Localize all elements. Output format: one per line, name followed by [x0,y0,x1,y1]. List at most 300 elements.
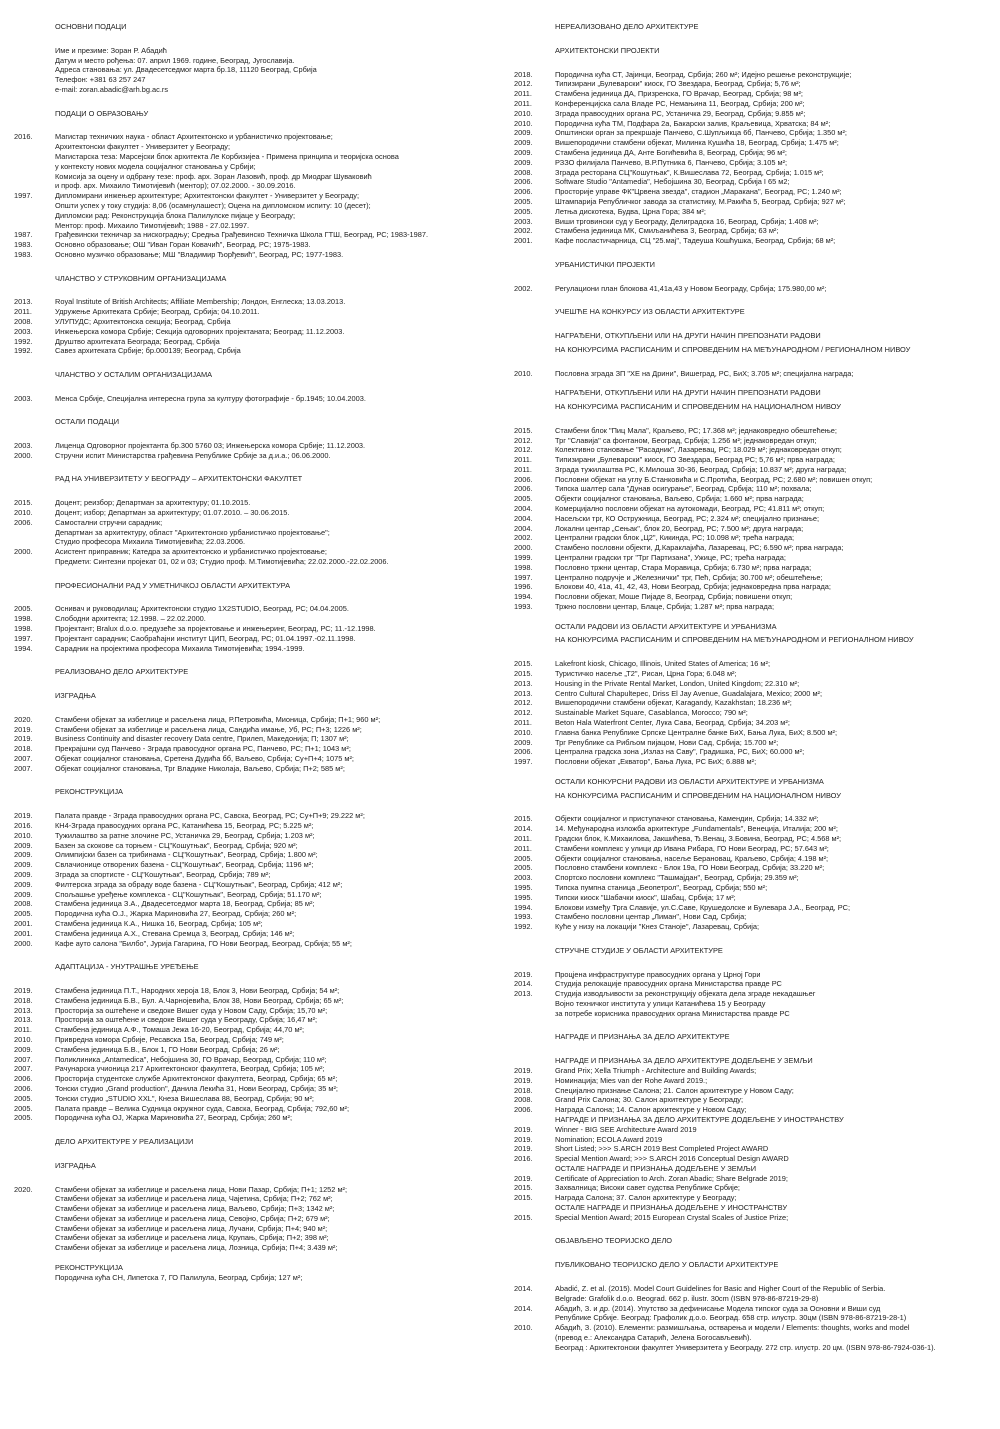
entry-text: Special Mention Award; >>> S.ARCH 2016 Conceptual Design AWARD [555,1154,789,1164]
entry-row [14,1263,480,1273]
entry-text: РЕКОНСТРУКЦИЈА [55,1262,123,1272]
entry-year: 2011. [514,89,532,99]
entry-text: Магистарска теза: Марсејски блок архитекта Ле Корбизијеа - Примена принципа и теоријска основа [55,151,399,161]
entry-year: 2005. [514,853,533,863]
entry-text: Стамбени објекат за избеглице и расељена лица, Р.Петровића, Мионица, Србија; П+1; 960 м²; [55,714,381,724]
entry-row [14,317,480,327]
entry-row [14,191,480,201]
entry-text: РЗЗО филијала Панчево, В.Р.Путника 6, Панчево, Србија; 3.105 м²; [555,157,788,167]
entry-year: 2019. [14,734,33,744]
entry-row [514,494,992,504]
entry-year [514,331,555,341]
entry-text: Стамбено пословни центар „Лиман", Нови Сад, Србија; [555,912,747,922]
entry-row [14,201,480,211]
entry-text: Спољашње уређење комплекса - СЦ"Кошутњак", Београд, Србија; 51.170 м²; [55,889,322,899]
entry-year: 2002. [514,226,533,236]
entry-year: 1992. [14,336,33,346]
entry-text: Општински орган за прекршаје Панчево, С.Шупљикца 6б, Панчево, Србија; 1.350 м²; [555,128,847,138]
spacer [514,1223,992,1233]
entry-year: 2011. [14,307,32,317]
entry-text: Стамбени објекат за избеглице и расељена лица, Чајетина, Србија; П+2; 762 м²; [55,1194,333,1204]
entry-row [514,1086,992,1096]
entry-year: 2013. [14,1005,33,1015]
entry-text: Пословни објекат „Екватор", Бања Лука, РС БиХ; 6.888 м²; [555,757,757,767]
entry-row [14,441,480,451]
entry-year: 1993. [514,602,533,612]
entry-row [14,46,480,56]
entry-text: Стамбени објекат за избеглице и расељена лица, Лозница, Србија; П+4; 3.439 м²; [55,1243,338,1253]
spacer [14,404,480,414]
entry-text: Стамбени објекат за избеглице и расељена лица, Лучани, Србија; П+4; 940 м²; [55,1223,328,1233]
entry-row [514,168,992,178]
entry-year: 2001. [514,236,533,246]
entry-year: 2012. [514,445,533,455]
entry-year: 2010. [14,1034,33,1044]
entry-year: 2018. [14,995,33,1005]
entry-text: Стамбена јединица П.Т., Народних хероја 18, Блок 3, Нови Београд, Србија; 54 м²; [55,985,340,995]
entry-text: Грађевински техничар за нискоградњу; Средња Грађевинско Техничка Школа ГТШ, Београд, РС; 1983-1987. [55,230,429,240]
entry-row [514,814,992,824]
entry-year: 2015. [514,814,533,824]
entry-text: Типизирани „Булеварски" киоск, ГО Звездара, Београд РС; 5,76 м²; прва награда; [555,455,835,465]
entry-year: 2013. [514,989,533,999]
entry-row [514,728,992,738]
entry-year [14,528,55,538]
entry-year: 1997. [514,757,533,767]
entry-row [514,854,992,864]
entry-text: Спортско пословни комплекс "Ташмајдан", Београд, Србија; 29.359 м²; [555,873,799,883]
spacer [514,378,992,388]
entry-year: 1999. [514,553,533,563]
entry-row [514,177,992,187]
entry-row [14,939,480,949]
entry-year [514,1313,555,1323]
entry-row [14,634,480,644]
entry-text: Палата правде - Зграда правосудних органа РС, Савска, Београд, РС; Су+П+9; 29.222 м²; [55,811,365,821]
entry-text: Стручни испит Министарства грађевина Републике Србије за д.и.а.; 06.06.2000. [55,450,331,460]
entry-text: Certificate of Appreciation to Arch. Zoran Abadic; Share Belgrade 2019; [555,1173,788,1183]
entry-text: Поликлиника „Antamedica", Небојшина 30, ГО Врачар, Београд, Србија; 110 м²; [55,1054,327,1064]
entry-year: 2009. [14,879,33,889]
spacer [14,95,480,105]
entry-text: Комисија за оцену и одбрану тезе: проф. арх. Зоран Лазовић, проф. др Миодраг Шуваковић [55,171,372,181]
entry-text: Доцент; избор; Департман за архитектуру; 01.07.2010. – 30.06.2015. [55,508,290,518]
entry-row [514,1313,992,1323]
entry-text: Куће у низу на локацији "Кнез Станоје", Лазаревац, Србија; [555,922,760,932]
entry-year [14,211,55,221]
section-heading: ПРОФЕСИОНАЛНИ РАД У УМЕТНИЧКОЈ ОБЛАСТИ АРХИТЕКТУРА [55,580,291,590]
entry-row [514,128,992,138]
entry-row [514,436,992,446]
entry-row [514,903,992,913]
entry-row [514,708,992,718]
entry-text: Тонски студио „STUDIO XXL", Кнеза Вишеслава 88, Београд, Србија; 90 м²; [55,1093,314,1103]
entry-year [14,1273,55,1283]
entry-text: Друштво архитеката Београда; Београд, Србија [55,336,220,346]
entry-row [514,873,992,883]
section-heading: НА КОНКУРСИМА РАСПИСАНИМ И СПРОВЕДЕНИМ НА НАЦИОНАЛНОМ НИВОУ [555,401,841,411]
spacer [514,767,992,777]
entry-row [14,152,480,162]
entry-row [14,75,480,85]
entry-year: 2004. [514,523,533,533]
entry-text: Пројектант; Bralux d.o.o. предузеће за пројектовање и инжењеринг, Београд, РС; 11.-12.1998. [55,624,376,634]
entry-year: 2018. [514,1085,533,1095]
entry-row [14,909,480,919]
entry-row [14,841,480,851]
entry-year: 2004. [514,504,533,514]
entry-text: Породична кућа СН, Липетска 7, ГО Палилула, Београд, Србија; 127 м²; [55,1272,303,1282]
entry-text: Типски киоск "Шабачки киоск", Шабац, Србија; 17 м²; [555,892,736,902]
entry-text: Асистент приправник; Катедра за архитектонско и урбанистичко пројектовање; [55,547,327,557]
entry-year: 2011. [514,455,532,465]
entry-year [514,1056,555,1066]
entry-row [514,1154,992,1164]
entry-row [14,860,480,870]
entry-row [514,659,992,669]
spacer [14,948,480,958]
entry-year: 2012. [514,435,533,445]
entry-text: НАГРАЂЕНИ, ОТКУПЉЕНИ ИЛИ НА ДРУГИ НАЧИН ПРЕПОЗНАТИ РАДОВИ [555,388,821,398]
entry-text: Belgrade: Grafolik d.o.o. Beograd. 662 p. ilustr. 30cm (ISBN 978-86-87219-29-8) [555,1293,819,1303]
entry-row [14,996,480,1006]
entry-row [14,537,480,547]
entry-text: Централни градски трг "Трг Партизана", Ужице, РС; трећа награда; [555,553,786,563]
entry-row [14,1194,480,1204]
entry-year: 2019. [514,1065,533,1075]
entry-row [14,644,480,654]
entry-row [514,79,992,89]
entry-year [14,221,55,231]
entry-row [14,1214,480,1224]
entry-row [14,211,480,221]
entry-year [14,46,55,56]
entry-row [514,369,992,379]
entry-text: Локални центар „Сењак", блок 20, Београд, РС; 7.500 м²; друга награда; [555,523,804,533]
entry-row [14,1185,480,1195]
entry-text: Блокови између Трга Славије, ул.С.Саве, Крушедолске и Булевара J.A., Београд, РС; [555,902,851,912]
entry-year: 2015. [514,1212,533,1222]
entry-year [14,1263,55,1273]
entry-text: Software Studio "Antamedia", Небојшина 30, Београд, Србија I 65 м2; [555,177,790,187]
entry-text: Стамбена јединица К.А., Нишка 16, Београд, Србија; 105 м²; [55,918,263,928]
entry-row [14,557,480,567]
entry-row [14,1045,480,1055]
entry-year: 1995. [514,882,533,892]
entry-text: Адреса становања: ул. Двадесетседмог марта бр.18, 11120 Београд, Србија [55,65,317,75]
entry-year: 2018. [514,69,533,79]
entry-row [514,970,992,980]
entry-row [14,65,480,75]
entry-row [514,119,992,129]
entry-year [14,152,55,162]
entry-year: 1983. [14,240,33,250]
entry-year: 2000. [14,938,33,948]
entry-year: 2009. [14,869,33,879]
entry-year: 1997. [514,572,533,582]
entry-year [14,1204,55,1214]
spacer [14,356,480,366]
entry-text: Објекат социјалног становања, Трг Владике Николаја, Ваљево, Србија; П+2; 585 м²; [55,763,345,773]
entry-year: 2019. [14,985,33,995]
entry-year: 2002. [514,283,533,293]
entry-year: 2009. [514,157,533,167]
entry-row [14,250,480,260]
entry-year: 1992. [514,922,533,932]
entry-year: 2010. [14,508,33,518]
entry-year: 2005. [14,1113,33,1123]
entry-row [514,1213,992,1223]
entry-row [514,543,992,553]
entry-text: Београд : Архитектонски факултет Универзитета у Београду. 272 стр. илустр. 20 цм. (ISBN 978-86-7924-036-1). [555,1342,936,1352]
entry-row [514,99,992,109]
entry-year: 2005. [514,196,533,206]
entry-text: Инжењерска комора Србије; Секција одговорних пројектаната; Београд; 11.12.2003. [55,326,345,336]
entry-row [14,1233,480,1243]
entry-year: 2008. [514,167,533,177]
entry-year: 2006. [514,747,533,757]
entry-text: Зграда ресторана СЦ"Кошутњак", К.Вишеслава 72, Београд, Србија; 1.015 м²; [555,167,824,177]
entry-row [514,592,992,602]
entry-text: Зграда тужилаштва РС, К.Милоша 30-36, Београд, Србија; 10.837 м²; друга награда; [555,464,847,474]
entry-text: Слободни архитекта; 12.1998. – 22.02.2000. [55,614,206,624]
entry-year: 2019. [514,1075,533,1085]
entry-year: 2010. [514,727,533,737]
entry-year: 1994. [14,643,33,653]
entry-row [14,518,480,528]
section-heading: УЧЕШЋЕ НА КОНКУРСУ ИЗ ОБЛАСТИ АРХИТЕКТУРЕ [555,307,745,317]
entry-row [514,1115,992,1125]
entry-year: 1994. [514,902,533,912]
entry-row [514,912,992,922]
entry-text: Студија релокације правосудних органа Министарства правде РС [555,979,782,989]
entry-row [514,1294,992,1304]
entry-year: 2004. [514,513,533,523]
entry-year: 1997. [14,633,33,643]
entry-year: 2015. [514,659,533,669]
entry-row [514,109,992,119]
entry-row [514,1066,992,1076]
entry-row [14,230,480,240]
entry-text: Штампарија Републичког завода за статистику, М.Ракића 5, Београд, Србија; 927 м²; [555,196,846,206]
entry-text: Housing in the Private Rental Market, London, United Kingdom; 22.310 м²; [555,678,800,688]
entry-row [514,1323,992,1333]
section-heading: АДАПТАЦИЈА - УНУТРАШЊЕ УРЕЂЕЊЕ [55,962,199,972]
entry-row [514,1135,992,1145]
entry-text: Зграда за спортисте - СЦ"Кошутњак", Београд, Србија; 789 м²; [55,869,271,879]
entry-row [514,718,992,728]
entry-year: 2006. [514,187,533,197]
entry-year: 1996. [514,582,533,592]
spacer [14,461,480,471]
entry-text: Пословно тржни центар, Стара Моравица, Србија; 6.730 м²; прва награда; [555,562,812,572]
entry-row [14,624,480,634]
entry-year: 2008. [14,899,33,909]
entry-text: Доцент; реизбор; Департман за архитектуру; 01.10.2015. [55,498,251,508]
spacer [14,653,480,663]
entry-row [514,236,992,246]
entry-row [14,1015,480,1025]
entry-text: Централни градски блок „Ц2", Кикинда, РС; 10.098 м²; трећа награда; [555,533,795,543]
entry-text: Business Continuity and disaster recovery Data centre, Прилеп, Македонија; П; 1307 м²; [55,734,349,744]
entry-text: Специјално признање Салона; 21. Салон архитектуре у Новом Саду; [555,1085,794,1095]
spacer [14,774,480,784]
entry-row [14,899,480,909]
entry-year: 2003. [514,873,533,883]
entry-text: Grand Prix; Xella Triumph - Architecture and Building Awards; [555,1065,757,1075]
entry-year: 2009. [514,128,533,138]
entry-row [14,764,480,774]
entry-text: Пословни објекат на углу Б.Станковића и С.Протића, Београд, РС; 2.680 м²; повишен откуп; [555,474,873,484]
entry-year [514,1294,555,1304]
entry-year: 2006. [14,1083,33,1093]
entry-text: Дипломски рад: Реконструкција блока Палилулске пијаце у Београду; [55,210,296,220]
entry-row [14,870,480,880]
entry-year: 2019. [514,1173,533,1183]
entry-text: ОСТАЛЕ НАГРАДЕ И ПРИЗНАЊА ДОДЕЉЕНЕ У ИНОСТРАНСТВУ [555,1203,788,1213]
spacer [14,567,480,577]
entry-year: 2016. [514,1154,533,1164]
entry-text: Стамбени објекат за избеглице и расељена лица, Ваљево, Србија; П+3; 1342 м²; [55,1204,335,1214]
entry-text: Удружење Архитеката Србије; Београд, Србија; 04.10.2011. [55,307,260,317]
entry-text: Породична кућа О.Ј., Жарка Мариновића 27, Београд, Србија; 260 м²; [55,909,297,919]
entry-text: Породична кућа СТ, Јајинци, Београд, Србија; 260 м²; Идејно решење реконструкције; [555,69,852,79]
entry-row [14,831,480,841]
entry-year: 1998. [514,562,533,572]
entry-row [14,297,480,307]
entry-year: 2007. [14,1054,33,1064]
entry-text: Абадић, З. и др. (2014). Упутство за дефинисање Модела типског суда за Основни и Виши суд [555,1303,881,1313]
entry-year: 2014. [514,824,533,834]
entry-row [514,1125,992,1135]
entry-row [14,604,480,614]
entry-text: Објекат социјалног становања, Сретена Дудића бб, Ваљево, Србија; Су+П+4; 1075 м²; [55,754,354,764]
entry-row [514,533,992,543]
entry-row [14,1104,480,1114]
entry-row [14,1084,480,1094]
entry-text: Централна градска зона „Излаз на Саву", Градишка, РС, БиХ; 60.000 м²; [555,747,805,757]
entry-text: Основно музичко образовање; МШ "Владимир Ђорђевић", Београд, РС; 1977-1983. [55,249,344,259]
entry-year: 2015. [14,498,33,508]
entry-text: Centro Cultural Chapultepec, Driss El Jay Avenue, Guadalajara, Mexico; 2000 м²; [555,688,823,698]
entry-text: Телефон: +381 63 257 247 [55,75,146,85]
entry-text: Стамбени блок "Пиц Мала", Краљево, РС; 17.368 м²; једнаковредно обештећење; [555,425,837,435]
entry-year: 2005. [14,1103,33,1113]
entry-text: Департман за архитектуру, област "Архитектонско урбанистичко пројектовање"; [55,527,330,537]
entry-text: Име и презиме: Зоран Р. Абадић [55,45,167,55]
entry-row [514,989,992,999]
entry-row [514,1333,992,1343]
entry-text: Конференцијска сала Владе РС, Немањина 11, Београд, Србија; 200 м²; [555,98,805,108]
entry-year: 2006. [514,177,533,187]
entry-year [14,65,55,75]
entry-text: Свлачионице отворених базена - СЦ"Кошутњак", Београд, Србија; 1196 м²; [55,860,314,870]
spacer [14,1253,480,1263]
entry-text: Пословно стамбени комплекс - Блок 19а, ГО Нови Београд, Србија; 33.220 м²; [555,863,825,873]
entry-row [14,1243,480,1253]
entry-text: Привредна комора Србије, Ресавска 15а, Београд, Србија; 749 м²; [55,1034,284,1044]
entry-text: Оснивач и руководилац; Архитектонски студио 1X2STUDIO, Београд, РС; 04.04.2005. [55,604,349,614]
entry-text: Градски блок, К.Михаилова, Јакшићева, Ђ.Венац, З.Бовина, Београд, РС; 4.568 м²; [555,833,842,843]
entry-row [14,1064,480,1074]
entry-text: Стамбена јединица Б.В., Блок 1, ГО Нови Београд, Србија; 26 м²; [55,1044,280,1054]
entry-text: Grand Prix Салона; 30. Салон архитектуре у Београду; [555,1095,744,1105]
entry-text: НАГРАДЕ И ПРИЗНАЊА ЗА ДЕЛО АРХИТЕКТУРЕ ДОДЕЉЕНЕ У ИНОСТРАНСТВУ [555,1114,844,1124]
entry-year: 2018. [14,744,33,754]
entry-text: Special Mention Award; 2015 European Crystal Scales of Justice Prize; [555,1212,789,1222]
entry-year: 2007. [14,763,33,773]
entry-text: Стамбени објекат за избеглице и расељена лица, Сандића имање, Уб, РС; П+3; 1226 м²; [55,724,362,734]
entry-row [514,504,992,514]
entry-row [514,669,992,679]
entry-row [14,327,480,337]
entry-year [14,537,55,547]
entry-year: 2011. [514,98,532,108]
entry-year [14,1233,55,1243]
entry-text: Олимпијски базен са трибинама - СЦ"Кошутњак", Београд, Србија; 1.800 м²; [55,850,318,860]
entry-row [514,284,992,294]
entry-text: Палата правде – Велика Судница окружног суда, Савска, Београд, Србија; 792,60 м²; [55,1103,350,1113]
entry-text: ОСТАЛЕ НАГРАДЕ И ПРИЗНАЊА ДОДЕЉЕНЕ У ЗЕМЉИ [555,1163,757,1173]
entry-year: 2008. [514,1095,533,1105]
entry-text: Студија изводљивости за реконструкцију објеката дела зграде некадашњег [555,989,816,999]
entry-row [514,148,992,158]
entry-text: Sustainable Market Square, Casablanca, Morocco; 790 м²; [555,708,748,718]
entry-text: Стамбена јединица ДА, Призренска, ГО Врачар, Београд, Србија; 98 м²; [555,89,803,99]
entry-row [14,744,480,754]
entry-year: 2014. [514,979,533,989]
entry-year: 2003. [14,326,33,336]
entry-text: Објекти социјалног становања, насеље Берановац, Краљево, Србија; 4.198 м²; [555,853,829,863]
entry-row [14,734,480,744]
entry-text: Туристичко насеље „Т2", Рисан, Црна Гора; 6.048 м²; [555,669,737,679]
entry-text: Рачунарска учионица 217 Архитектонског факултета, Београд, Србија; 105 м²; [55,1064,325,1074]
entry-row [514,187,992,197]
entry-text: Тржно пословни центар, Блаце, Србија; 1.287 м²; прва награда; [555,602,774,612]
entry-row [514,484,992,494]
entry-year [514,999,555,1009]
entry-text: Виши трговински суд у Београду, Делиградска 16, Београд, Србија; 1.408 м²; [555,216,819,226]
entry-year: 2012. [514,698,533,708]
entry-row [514,331,992,341]
entry-year: 2006. [14,1074,33,1084]
entry-text: ОСТАЛИ КОНКУРСНИ РАДОВИ ИЗ ОБЛАСТИ АРХИТЕКТУРЕ И УРБАНИЗМА [555,776,824,786]
entry-year [14,1243,55,1253]
entry-row [514,475,992,485]
entry-year: 2019. [14,811,33,821]
entry-year [514,1203,555,1213]
entry-row [14,498,480,508]
entry-text: Ментор: проф. Михаило Тимотијевић; 1988 - 27.02.1997. [55,220,250,230]
entry-row [514,388,992,398]
entry-year: 2010. [514,1323,533,1333]
section-heading: НАГРАДЕ И ПРИЗНАЊА ЗА ДЕЛО АРХИТЕКТУРЕ [555,1032,730,1042]
entry-text: Прекрајшни суд Панчево - Зграда правосудног органа РС, Панчево, РС; П+1; 1043 м²; [55,744,351,754]
entry-year: 2015. [514,1183,533,1193]
section-heading: НЕРЕАЛИЗОВАНО ДЕЛО АРХИТЕКТУРЕ [555,22,699,31]
entry-year: 2005. [14,909,33,919]
entry-year [14,142,55,152]
entry-year: 2014. [514,1284,533,1294]
entry-row [514,602,992,612]
entry-text: Лиценца Одговорног пројектанта бр.300 5760 03; Инжењерска комора Србије; 11.12.2003. [55,441,366,451]
entry-text: Стамбени објекат за избеглице и расељена лица, Крупањ, Србија; П+2; 398 м²; [55,1233,329,1243]
section-heading: ИЗГРАДЊА [55,691,96,701]
entry-text: Вишепородични стамбени објекат, Karagandy, Kazakhstan; 18.236 м²; [555,698,792,708]
section-heading: РАД НА УНИВЕРЗИТЕТУ У БЕОГРАДУ – АРХИТЕКТОНСКИ ФАКУЛТЕТ [55,474,303,484]
entry-row [514,893,992,903]
entry-text: Републике Србије. Београд: Графолик д.о.о. Београд. 658 стр. илустр. 30цм (ISBN 978-86-87219-28-1) [555,1313,907,1323]
